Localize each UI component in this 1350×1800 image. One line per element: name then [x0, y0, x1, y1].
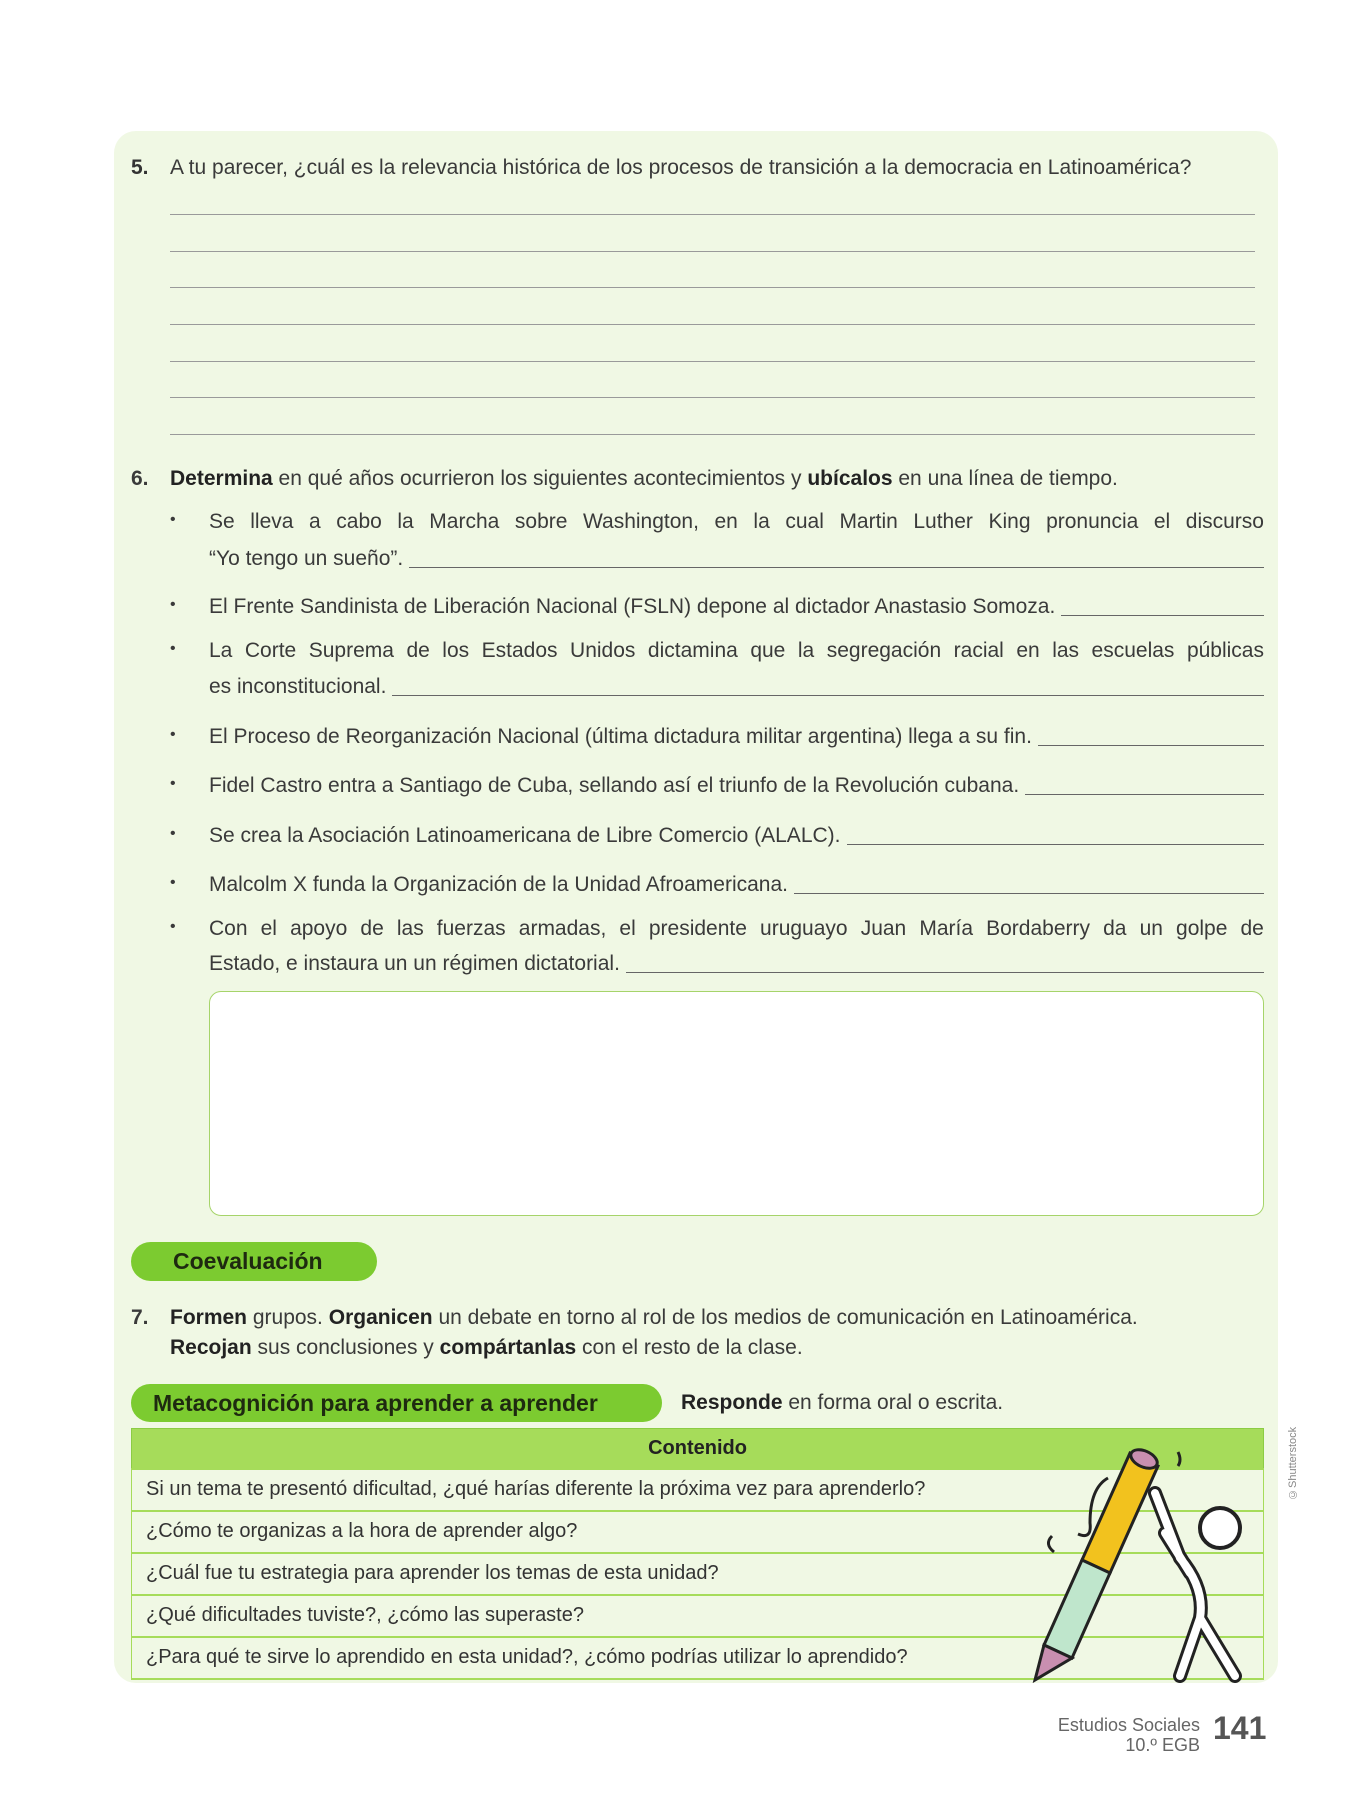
- table-cell: ¿Qué dificultades tuviste?, ¿cómo las superaste?: [132, 1595, 1264, 1637]
- word: Marcha: [429, 510, 500, 533]
- bullet-icon: •: [170, 874, 176, 891]
- word: de: [360, 917, 384, 940]
- word: de: [406, 639, 430, 662]
- word: uruguayo: [760, 917, 848, 940]
- timeline-item: [209, 872, 1264, 898]
- bullet-text-line: [209, 916, 1264, 942]
- word: el: [260, 917, 277, 940]
- answer-line[interactable]: [170, 434, 1255, 435]
- table-cell: ¿Cómo te organizas a la hora de aprender algo?: [132, 1511, 1264, 1553]
- word: María: [919, 917, 974, 940]
- year-answer-line[interactable]: [409, 567, 1264, 568]
- metacognition-badge: Metacognición para aprender a aprender: [131, 1384, 662, 1422]
- bullet-text-line: [209, 638, 1264, 664]
- question-6-text: Determina en qué años ocurrieron los siguientes acontecimientos y ubícalos en una línea de tiempo.: [170, 467, 1118, 490]
- bullet-text-line: [209, 509, 1264, 535]
- word: Bordaberry: [986, 917, 1091, 940]
- bullet-text: “Yo tengo un sueño”.: [209, 547, 404, 570]
- timeline-item: [209, 724, 1264, 750]
- word: un: [1139, 917, 1163, 940]
- word: la: [797, 639, 815, 662]
- bullet-text: es inconstitucional.: [209, 675, 387, 698]
- answer-line[interactable]: [170, 251, 1255, 252]
- word: Suprema: [308, 639, 394, 662]
- word: segregación: [826, 639, 942, 662]
- word: a: [309, 510, 321, 533]
- table-cell: ¿Cuál fue tu estrategia para aprender los temas de esta unidad?: [132, 1553, 1264, 1595]
- table-cell: Si un tema te presentó dificultad, ¿qué harías diferente la próxima vez para aprenderlo?: [132, 1469, 1264, 1511]
- question-7-number: 7.: [131, 1306, 149, 1329]
- bullet-icon: •: [170, 640, 176, 657]
- table-header: Contenido: [132, 1429, 1264, 1469]
- word: dictamina: [647, 639, 738, 662]
- word: discurso: [1185, 510, 1264, 533]
- bullet-icon: •: [170, 511, 176, 528]
- bullet-text: Estado, e instaura un un régimen dictatorial.: [209, 952, 620, 975]
- table-cell: ¿Para qué te sirve lo aprendido en esta unidad?, ¿cómo podrías utilizar lo aprendido?: [132, 1637, 1264, 1679]
- word: Estados: [481, 639, 558, 662]
- year-answer-line[interactable]: [847, 844, 1265, 845]
- year-answer-line[interactable]: [794, 893, 1264, 894]
- word: golpe: [1176, 917, 1228, 940]
- answer-line[interactable]: [170, 214, 1255, 215]
- word: pronuncia: [1046, 510, 1139, 533]
- word: de: [1240, 917, 1264, 940]
- word: escuelas: [1091, 639, 1175, 662]
- word: en: [714, 510, 738, 533]
- bullet-text: El Frente Sandinista de Liberación Nacional (FSLN) depone al dictador Anastasio Somoza.: [209, 595, 1056, 618]
- timeline-item: [209, 773, 1264, 799]
- question-6-number: 6.: [131, 467, 149, 490]
- word: en: [1016, 639, 1040, 662]
- bullet-icon: •: [170, 596, 176, 613]
- bullet-text: Fidel Castro entra a Santiago de Cuba, sellando así el triunfo de la Revolución cubana.: [209, 774, 1020, 797]
- word: Washington,: [582, 510, 699, 533]
- coevaluacion-badge: Coevaluación: [131, 1242, 377, 1281]
- word: racial: [953, 639, 1004, 662]
- word: armadas,: [518, 917, 607, 940]
- word: las: [1052, 639, 1080, 662]
- word: Con: [209, 917, 248, 940]
- year-answer-line[interactable]: [1061, 615, 1264, 616]
- word: el: [619, 917, 636, 940]
- bullet-text: Se crea la Asociación Latinoamericana de Libre Comercio (ALALC).: [209, 824, 841, 847]
- word: lleva: [250, 510, 294, 533]
- bullet-text: Malcolm X funda la Organización de la Unidad Afroamericana.: [209, 873, 788, 896]
- word: que: [750, 639, 786, 662]
- bullet-text: El Proceso de Reorganización Nacional (última dictadura militar argentina) llega a su fin.: [209, 725, 1032, 748]
- word: Corte: [244, 639, 297, 662]
- bullet-icon: •: [170, 775, 176, 792]
- timeline-item: [209, 674, 1264, 700]
- word: cabo: [336, 510, 382, 533]
- image-credit: ©Shutterstock: [1287, 1426, 1299, 1500]
- bullet-icon: •: [170, 918, 176, 935]
- word: La: [209, 639, 233, 662]
- word: King: [988, 510, 1031, 533]
- word: la: [397, 510, 414, 533]
- word: las: [396, 917, 424, 940]
- timeline-item: [209, 594, 1264, 620]
- word: el: [1153, 510, 1171, 533]
- answer-line[interactable]: [170, 324, 1255, 325]
- word: cual: [785, 510, 824, 533]
- bullet-icon: •: [170, 825, 176, 842]
- question-5: 5.: [131, 156, 149, 179]
- word: presidente: [648, 917, 747, 940]
- answer-line[interactable]: [170, 287, 1255, 288]
- pencil-figure-illustration: [1030, 1448, 1270, 1683]
- bullet-icon: •: [170, 726, 176, 743]
- year-answer-line[interactable]: [1038, 745, 1264, 746]
- word: Unidos: [570, 639, 636, 662]
- answer-line[interactable]: [170, 361, 1255, 362]
- word: Se: [209, 510, 235, 533]
- footer-subject: Estudios Sociales 10.º EGB: [1057, 1715, 1200, 1755]
- question-5-text: A tu parecer, ¿cuál es la relevancia histórica de los procesos de transición a la democracia en Latinoamérica?: [170, 156, 1192, 179]
- word: fuerzas: [436, 917, 506, 940]
- timeline-item: [209, 823, 1264, 849]
- word: la: [753, 510, 770, 533]
- question-7-line2: Recojan sus conclusiones y compártanlas con el resto de la clase.: [170, 1336, 803, 1359]
- word: sobre: [514, 510, 568, 533]
- timeline-item: [209, 951, 1264, 977]
- word: los: [442, 639, 470, 662]
- page-number: 141: [1213, 1710, 1267, 1746]
- timeline-box[interactable]: [209, 991, 1264, 1216]
- word: Juan: [860, 917, 907, 940]
- answer-line[interactable]: [170, 397, 1255, 398]
- word: Luther: [913, 510, 973, 533]
- year-answer-line[interactable]: [1025, 794, 1264, 795]
- year-answer-line[interactable]: [392, 695, 1264, 696]
- year-answer-line[interactable]: [626, 972, 1264, 973]
- question-7-line1: Formen grupos. Organicen un debate en torno al rol de los medios de comunicación en Latinoamérica.: [170, 1306, 1138, 1329]
- word: apoyo: [290, 917, 348, 940]
- word: Martin: [839, 510, 898, 533]
- word: da: [1103, 917, 1127, 940]
- word: públicas: [1186, 639, 1264, 662]
- timeline-item: [209, 546, 1264, 572]
- metacognition-instruction: Responde en forma oral o escrita.: [681, 1391, 1004, 1414]
